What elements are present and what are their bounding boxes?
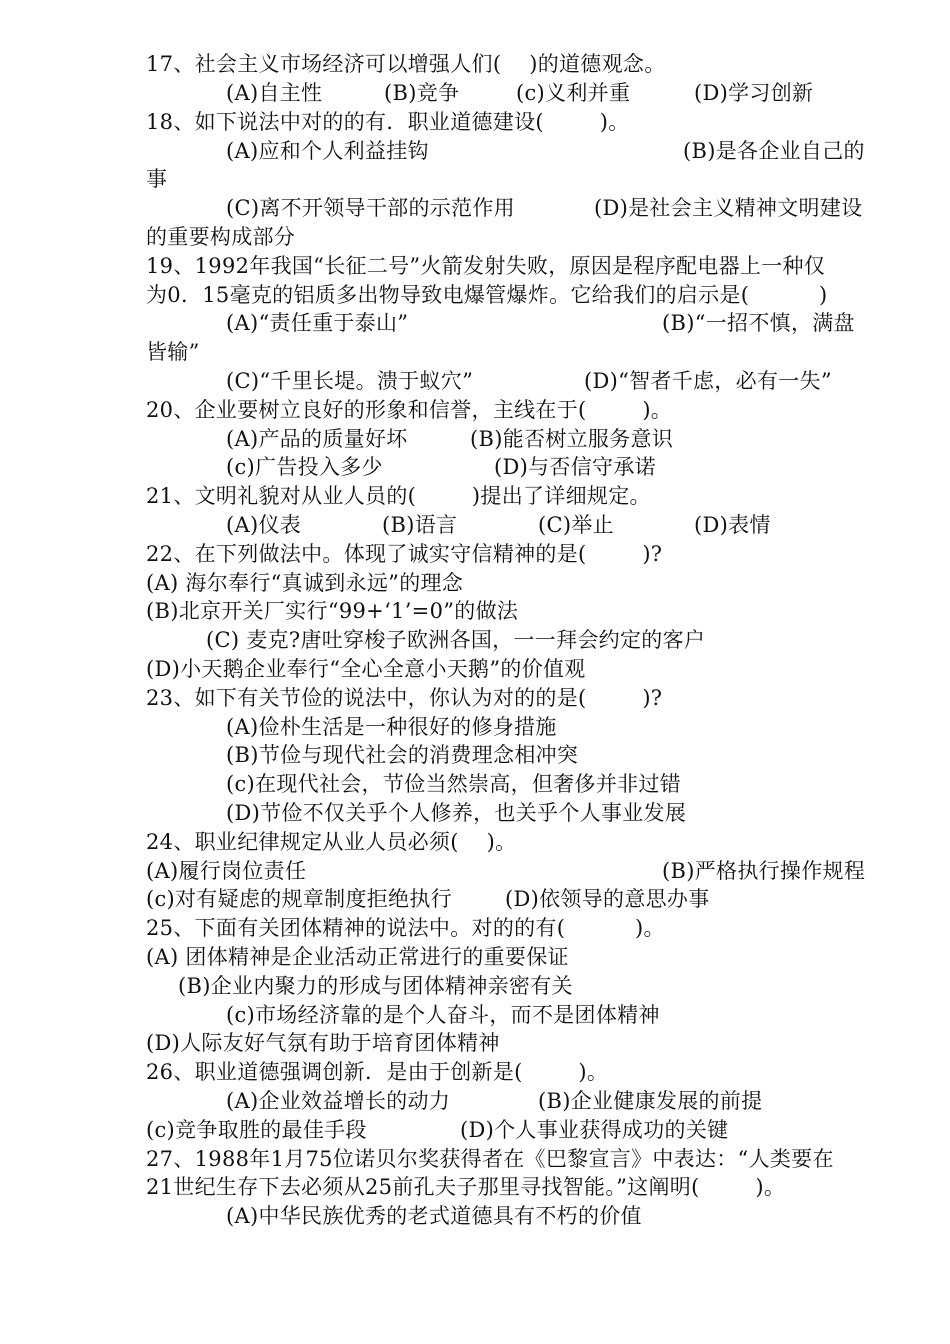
question-22-option-a: (A) 海尔奉行“真诚到永远”的理念 xyxy=(146,571,464,595)
question-18-option-c: (C)离不开领导干部的示范作用 xyxy=(226,196,515,220)
question-17-stem: 17、社会主义市场经济可以增强人们( )的道德观念。 xyxy=(146,52,666,76)
question-26-option-a: (A)企业效益增长的动力 xyxy=(226,1089,451,1113)
question-24-option-a: (A)履行岗位责任 xyxy=(146,859,307,883)
question-19-stem: 19、1992年我国“长征二号”火箭发射失败，原因是程序配电器上一种仅 xyxy=(146,254,826,278)
question-20-stem: 20、企业要树立良好的形象和信誉，主线在于( )。 xyxy=(146,398,673,422)
question-23-option-a: (A)俭朴生活是一种很好的修身措施 xyxy=(226,715,557,739)
question-18-option-b-wrap: 事 xyxy=(146,167,168,191)
question-25-option-c: (c)市场经济靠的是个人奋斗，而不是团体精神 xyxy=(226,1003,660,1027)
question-22-option-d: (D)小天鹅企业奉行“全心全意小天鹅”的价值观 xyxy=(146,657,586,681)
question-17-option-a: (A)自主性 xyxy=(226,81,323,105)
question-27-stem: 27、1988年1月75位诺贝尔奖获得者在《巴黎宣言》中表达：“人类要在 xyxy=(146,1147,834,1171)
question-21-option-d: (D)表情 xyxy=(694,513,771,537)
question-17-option-c: (c)义利并重 xyxy=(516,81,631,105)
question-27-stem-wrap: 21世纪生存下去必须从25前孔夫子那里寻找智能。”这阐明( )。 xyxy=(146,1175,786,1199)
question-21-option-b: (B)语言 xyxy=(382,513,458,537)
question-24-stem: 24、职业纪律规定从业人员必须( )。 xyxy=(146,830,517,854)
question-21-stem: 21、文明礼貌对从业人员的( )提出了详细规定。 xyxy=(146,484,651,508)
question-20-option-c: (c)广告投入多少 xyxy=(226,455,383,479)
question-19-option-b-wrap: 皆输” xyxy=(146,340,200,364)
question-23-stem: 23、如下有关节俭的说法中，你认为对的的是( )? xyxy=(146,686,663,710)
question-24-option-d: (D)依领导的意思办事 xyxy=(505,887,710,911)
question-26-option-b: (B)企业健康发展的前提 xyxy=(538,1089,763,1113)
question-22-option-b: (B)北京开关厂实行“99+‘1’=0”的做法 xyxy=(146,599,519,623)
question-26-option-d: (D)个人事业获得成功的关键 xyxy=(460,1118,729,1142)
question-26-stem: 26、职业道德强调创新．是由于创新是( )。 xyxy=(146,1060,609,1084)
question-18-option-b: (B)是各企业自己的 xyxy=(683,139,865,163)
question-19-option-b: (B)“一招不慎，满盘 xyxy=(662,311,855,335)
question-20-option-d: (D)与否信守承诺 xyxy=(494,455,656,479)
question-25-option-b: (B)企业内聚力的形成与团体精神亲密有关 xyxy=(178,974,573,998)
question-19-stem-wrap: 为0．15毫克的铝质多出物导致电爆管爆炸。它给我们的启示是( ) xyxy=(146,283,828,307)
question-24-option-c: (c)对有疑虑的规章制度拒绝执行 xyxy=(146,887,452,911)
question-20-option-b: (B)能否树立服务意识 xyxy=(470,427,674,451)
question-21-option-c: (C)举止 xyxy=(538,513,614,537)
question-20-option-a: (A)产品的质量好坏 xyxy=(226,427,408,451)
question-17-option-b: (B)竞争 xyxy=(384,81,460,105)
question-18-option-a: (A)应和个人利益挂钩 xyxy=(226,139,429,163)
question-23-option-c: (c)在现代社会，节俭当然崇高，但奢侈并非过错 xyxy=(226,772,682,796)
question-18-stem: 18、如下说法中对的的有．职业道德建设( )。 xyxy=(146,110,630,134)
question-25-stem: 25、下面有关团体精神的说法中。对的的有( )。 xyxy=(146,916,665,940)
question-18-option-d-wrap: 的重要构成部分 xyxy=(146,225,296,249)
question-22-stem: 22、在下列做法中。体现了诚实守信精神的是( )? xyxy=(146,542,663,566)
question-21-option-a: (A)仪表 xyxy=(226,513,302,537)
question-27-option-a: (A)中华民族优秀的老式道德具有不朽的价值 xyxy=(226,1204,642,1228)
question-17-option-d: (D)学习创新 xyxy=(694,81,814,105)
question-26-option-c: (c)竞争取胜的最佳手段 xyxy=(146,1118,367,1142)
question-24-option-b: (B)严格执行操作规程 xyxy=(662,859,866,883)
question-23-option-d: (D)节俭不仅关乎个人修养，也关乎个人事业发展 xyxy=(226,801,687,825)
question-22-option-c: (C) 麦克?唐吐穿梭子欧洲各国，一一拜会约定的客户 xyxy=(206,628,706,652)
question-23-option-b: (B)节俭与现代社会的消费理念相冲突 xyxy=(226,743,579,767)
question-19-option-c: (C)“千里长堤。溃于蚁穴” xyxy=(226,369,474,393)
question-19-option-a: (A)“责任重于泰山” xyxy=(226,311,409,335)
question-18-option-d: (D)是社会主义精神文明建设 xyxy=(594,196,863,220)
question-19-option-d: (D)“智者千虑，必有一失” xyxy=(584,369,832,393)
question-25-option-a: (A) 团体精神是企业活动正常进行的重要保证 xyxy=(146,945,569,969)
question-25-option-d: (D)人际友好气氛有助于培育团体精神 xyxy=(146,1031,500,1055)
